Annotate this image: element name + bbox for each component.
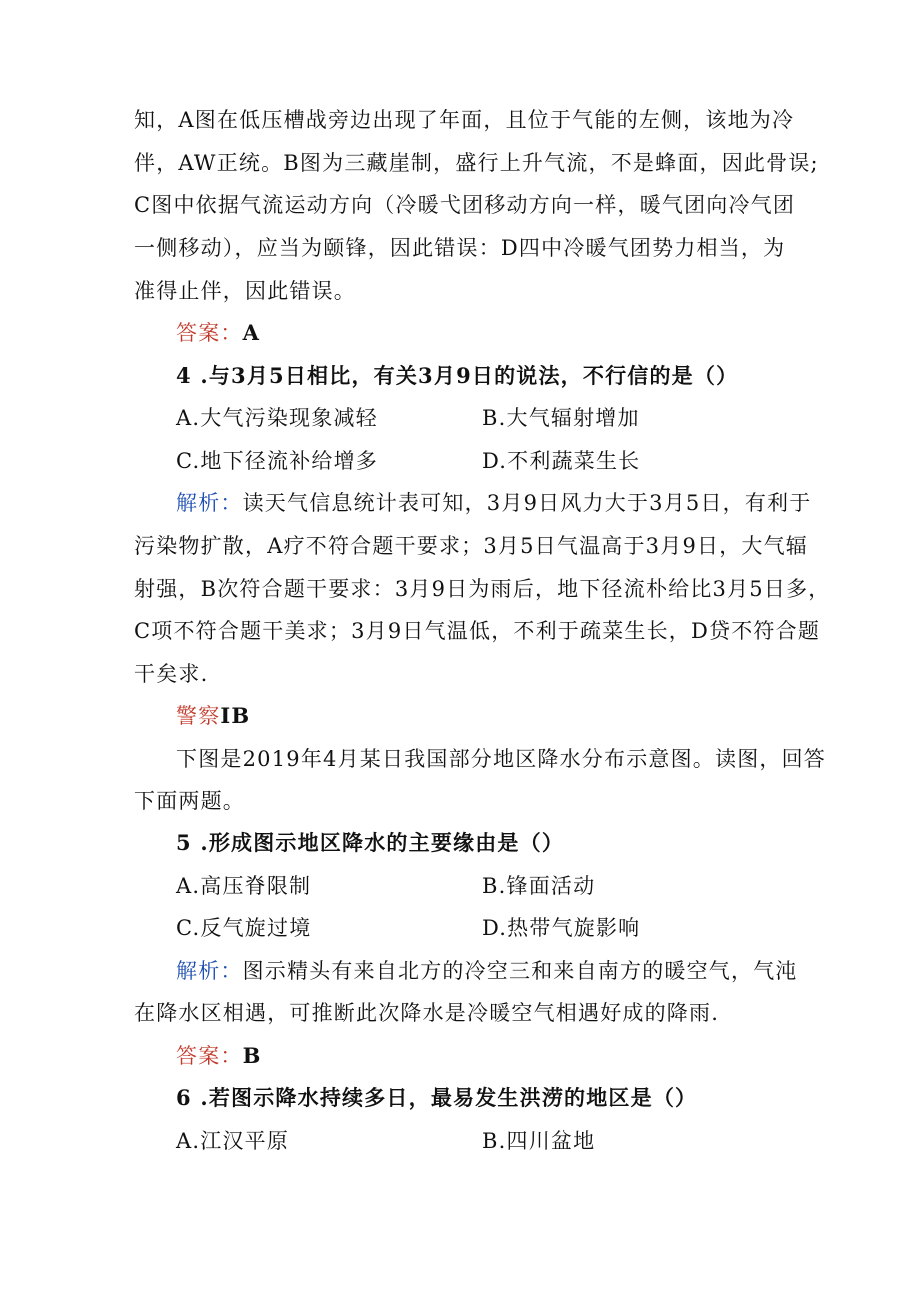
- option-a: A.高压脊限制: [176, 874, 312, 898]
- analysis-line: C项不符合题干美求；3月9日气温低，不利于疏菜生长，D贷不符合题: [134, 619, 821, 643]
- answer-value: B: [242, 1043, 262, 1068]
- option-d: D.不利蔬菜生长: [482, 449, 641, 473]
- intro-line: 下图是2019年4月某日我国部分地区降水分布示意图。读图，回答: [176, 747, 827, 771]
- option-b: B.四川盆地: [482, 1129, 596, 1153]
- analysis-line: C图中依据气流运动方向（冷暖弋团移动方向一样，暖气团向冷气团: [134, 193, 796, 217]
- option-a: A.江汉平原: [176, 1129, 290, 1153]
- answer-value: A: [242, 320, 261, 345]
- analysis-label: 解析：: [176, 959, 243, 983]
- analysis-line: 知，A图在低压槽战旁边出现了年面，且位于气能的左侧，该地为冷: [134, 108, 795, 132]
- question-stem: 4 .与3月5日相比，有关3月9日的说法，不行信的是（）: [176, 363, 739, 388]
- option-c: C.地下径流补给增多: [176, 449, 378, 473]
- option-b: B.锋面活动: [482, 874, 596, 898]
- analysis-label: 解析：: [176, 491, 243, 515]
- analysis-text: 读天气信息统计表可知，3月9日风力大于3月5日，有利于: [242, 491, 812, 515]
- analysis-line: 污染物扩散，A疗不符合题干要求；3月5日气温高于3月9日，大气辐: [134, 534, 809, 558]
- analysis-line: 伴，AW正统。B图为三藏崖制，盛行上升气流，不是蜂面，因此骨误;: [134, 151, 819, 175]
- analysis-line: 一侧移动），应当为颐锋，因此错误：D四中冷暖气团势力相当，为: [134, 236, 786, 260]
- answer-label: 答案：: [176, 1044, 243, 1068]
- analysis-line: [176, 956, 836, 986]
- option-a: A.大气污染现象减轻: [176, 406, 378, 430]
- intro-line: 下面两题。: [134, 789, 245, 813]
- option-b: B.大气辐射增加: [482, 406, 640, 430]
- answer-value: IB: [220, 703, 251, 728]
- answer-line: [176, 318, 836, 348]
- question-stem: 6 .若图示降水持续多日，最易发生洪涝的地区是（）: [176, 1085, 698, 1110]
- answer-label: 警察: [176, 704, 221, 728]
- analysis-line: 在降水区相遇，可推断此次降水是冷暖空气相遇好成的降雨.: [134, 1001, 720, 1025]
- analysis-text: 图示精头有来自北方的冷空三和来自南方的暖空气，气沌: [242, 959, 798, 983]
- analysis-line: 干矣求.: [134, 662, 209, 686]
- answer-line: [176, 1041, 836, 1071]
- analysis-line: 准得止伴，因此错误。: [134, 279, 356, 303]
- analysis-line: 射强，B次符合题干要求：3月9日为雨后，地下径流朴给比3月5日多，: [134, 577, 831, 601]
- answer-label: 答案：: [176, 321, 243, 345]
- question-stem: 5 .形成图示地区降水的主要缘由是（）: [176, 830, 565, 855]
- option-c: C.反气旋过境: [176, 916, 312, 940]
- answer-line: [176, 701, 836, 731]
- analysis-line: [176, 488, 836, 518]
- option-d: D.热带气旋影响: [482, 916, 641, 940]
